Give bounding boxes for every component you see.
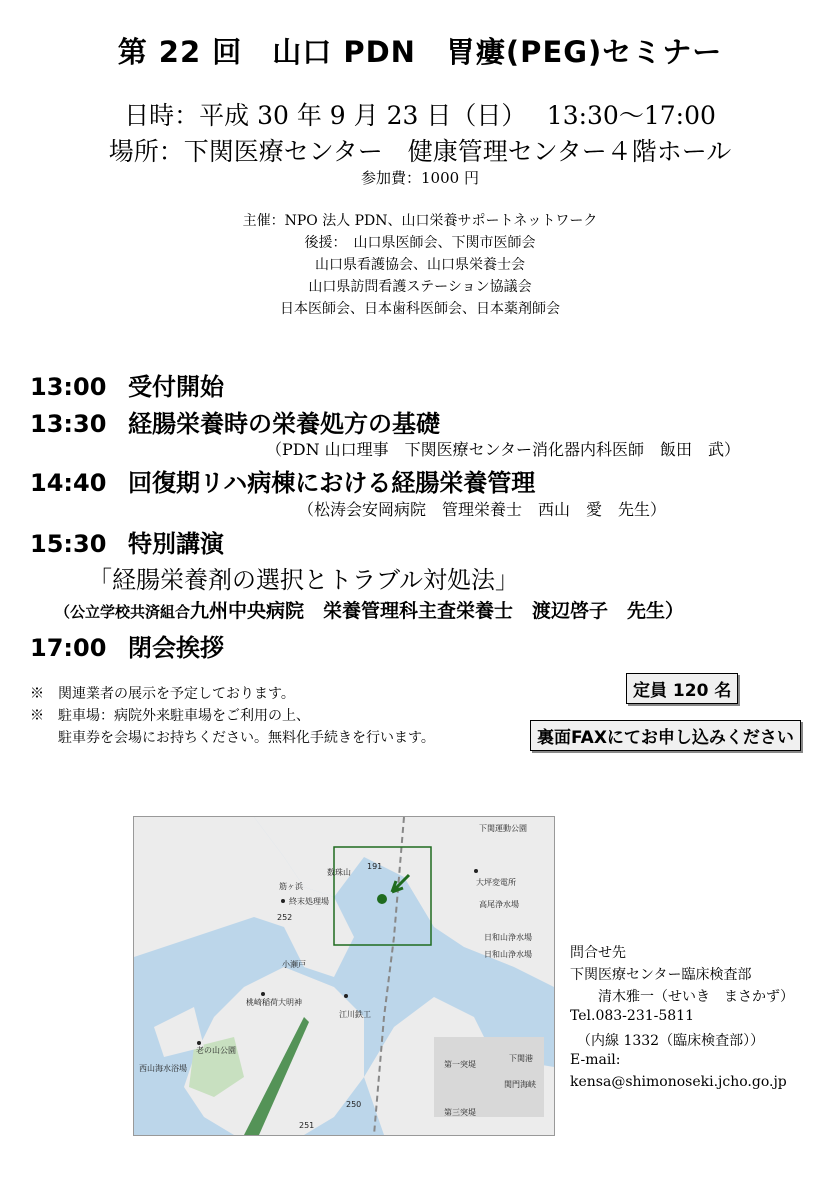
map-point: [261, 992, 265, 996]
contact-ext: （内線 1332（臨床検査部））: [570, 1033, 765, 1049]
program-time: 15:30: [30, 530, 107, 558]
sponsor-line: 山口県訪問看護ステーション協議会: [308, 279, 532, 295]
program-speaker: （松涛会安岡病院 管理栄養士 西山 愛 先生）: [298, 500, 667, 519]
contact-heading: 問合せ先: [570, 945, 626, 961]
map-label: 下関港: [509, 1054, 533, 1063]
route-shield-label: 250: [346, 1100, 362, 1109]
program-title: 経腸栄養時の栄養処方の基礎: [128, 410, 440, 438]
special-lecture-title: 「経腸栄養剤の選択とトラブル対処法」: [88, 566, 520, 594]
map-label: 関門海峡: [504, 1080, 536, 1089]
event-place: 場所：下関医療センター 健康管理センター４階ホール: [108, 137, 732, 166]
capacity-badge: 定員 120 名: [626, 673, 738, 704]
program-item: [30, 463, 535, 498]
sponsor-line: 山口県看護協会、山口県栄養士会: [315, 257, 525, 273]
program-title: 特別講演: [128, 530, 224, 558]
program-title: 閉会挨拶: [128, 634, 224, 662]
note-line: ※ 駐車場：病院外来駐車場をご利用の上、: [30, 708, 310, 724]
sponsor-line: 後援： 山口県医師会、下関市医師会: [304, 235, 536, 251]
event-fee: 参加費：1000 円: [361, 169, 479, 187]
map-label: 高尾浄水場: [479, 900, 519, 909]
program-time: 13:00: [30, 373, 107, 401]
route-shield-label: 252: [277, 913, 293, 922]
program-title: 受付開始: [128, 373, 224, 401]
program-time: 17:00: [30, 634, 107, 662]
fax-notice-badge: 裏面FAXにてお申し込みください: [530, 720, 801, 751]
contact-tel: Tel.083-231-5811: [570, 1008, 694, 1024]
program-time: 13:30: [30, 410, 107, 438]
map-point: [197, 1041, 201, 1045]
map-label: 日和山浄水場: [484, 933, 532, 942]
contact-email[interactable]: kensa@shimonoseki.jcho.go.jp: [570, 1074, 787, 1090]
note-line: 駐車券を会場にお持ちください。無料化手続きを行います。: [30, 730, 435, 746]
map-label: 西山海水浴場: [139, 1064, 187, 1073]
contact-org: 下関医療センター臨床検査部: [570, 967, 752, 983]
port-area: [434, 1037, 544, 1117]
contact-email-label: E-mail:: [570, 1052, 621, 1068]
map-label: 筋ヶ浜: [279, 882, 303, 891]
organizer-line: 主催：NPO 法人 PDN、山口栄養サポートネットワーク: [242, 213, 598, 229]
program-item: [30, 404, 440, 439]
map-label: 江川鉄工: [339, 1010, 371, 1019]
route-shield-label: 191: [367, 862, 383, 871]
program-item: [30, 628, 224, 663]
map-point: [281, 899, 285, 903]
page-title: 第 22 回 山口 PDN 胃瘻(PEG)セミナー: [117, 35, 723, 69]
speaker-name: 九州中央病院 栄養管理科主査栄養士 渡辺啓子 先生）: [190, 600, 685, 622]
note-line: ※ 関連業者の展示を予定しております。: [30, 686, 295, 702]
map-label: 終末処理場: [289, 897, 329, 906]
map-label: 小瀬戸: [282, 960, 306, 969]
program-item: [30, 524, 224, 559]
map-label: 日和山浄水場: [484, 950, 532, 959]
speaker-affiliation: （公立学校共済組合: [55, 603, 191, 621]
program-speaker: [55, 596, 684, 623]
map-label: 下関運動公園: [479, 824, 527, 833]
map-label: 第三突堤: [444, 1108, 476, 1117]
map-label: 老の山公園: [196, 1046, 236, 1055]
contact-person: 清木雅一（せいき まさかず）: [570, 989, 794, 1005]
program-time: 14:40: [30, 469, 107, 497]
map-label: 桃崎稲荷大明神: [246, 998, 302, 1007]
program-item: [30, 367, 224, 402]
map-label: 第一突堤: [444, 1060, 476, 1069]
map-point: [474, 869, 478, 873]
access-map: [133, 816, 555, 1136]
event-date: 日時：平成 30 年 9 月 23 日（日） 13:30〜17:00: [124, 101, 716, 130]
map-svg: [134, 817, 554, 1135]
map-label: 数珠山: [327, 868, 351, 877]
map-label: 大坪変電所: [476, 878, 516, 887]
route-shield-label: 251: [299, 1121, 315, 1130]
map-point: [344, 994, 348, 998]
sponsor-line: 日本医師会、日本歯科医師会、日本薬剤師会: [280, 301, 560, 317]
venue-marker: [377, 894, 387, 904]
program-title: 回復期リハ病棟における経腸栄養管理: [128, 469, 536, 497]
program-speaker: （PDN 山口理事 下関医療センター消化器内科医師 飯田 武）: [266, 440, 741, 459]
